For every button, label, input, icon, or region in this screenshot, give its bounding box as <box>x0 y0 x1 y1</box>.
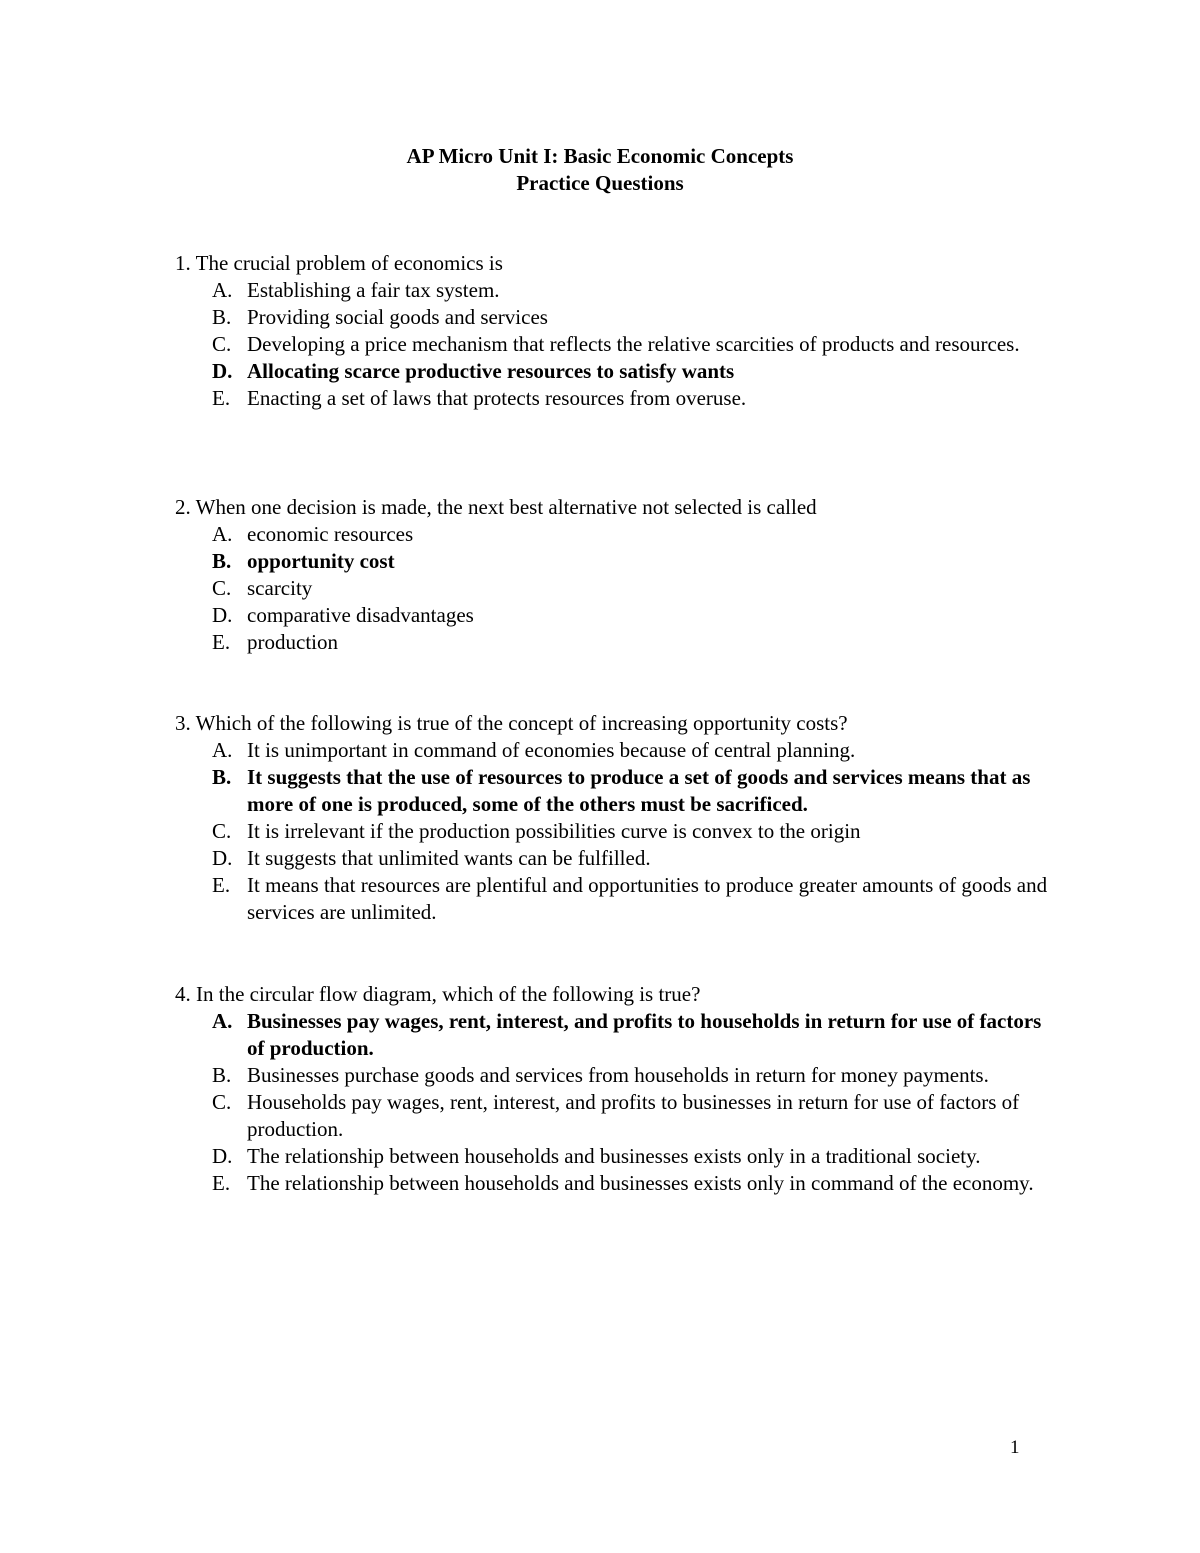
option-text: Allocating scarce productive resources to satisfy wants <box>247 359 735 383</box>
answer-options <box>175 737 1055 926</box>
option-text: The relationship between households and businesses exists only in command of the economy. <box>247 1171 1034 1195</box>
option-letter: A. <box>212 738 233 762</box>
answer-options <box>175 521 1055 656</box>
answer-option-c <box>175 575 1055 602</box>
option-letter: B. <box>212 549 232 573</box>
document-title: AP Micro Unit I: Basic Economic Concepts <box>406 144 794 168</box>
option-letter: E. <box>212 1171 231 1195</box>
option-text: The relationship between households and businesses exists only in a traditional society. <box>247 1144 981 1168</box>
question-stem: 1. The crucial problem of economics is <box>175 251 503 275</box>
option-letter: B. <box>212 1063 232 1087</box>
answer-option-a <box>175 1008 1055 1062</box>
answer-option-d <box>175 845 1055 872</box>
option-text: comparative disadvantages <box>247 603 474 627</box>
question-2 <box>175 494 1055 656</box>
answer-option-a <box>175 737 1055 764</box>
answer-option-e <box>175 1170 1055 1197</box>
option-letter: C. <box>212 1090 232 1114</box>
option-text: Establishing a fair tax system. <box>247 278 500 302</box>
option-letter: A. <box>212 278 233 302</box>
option-letter: D. <box>212 603 233 627</box>
option-letter: A. <box>212 522 233 546</box>
option-text: Households pay wages, rent, interest, and profits to businesses in return for use of factors of production. <box>247 1090 1020 1141</box>
option-text: opportunity cost <box>247 549 395 573</box>
option-letter: B. <box>212 765 232 789</box>
option-letter: E. <box>212 630 231 654</box>
option-letter: C. <box>212 576 232 600</box>
page-number: 1 <box>1010 1437 1020 1458</box>
answer-option-c <box>175 1089 1055 1143</box>
option-letter: E. <box>212 386 231 410</box>
answer-option-d <box>175 358 1055 385</box>
option-text: It is irrelevant if the production possibilities curve is convex to the origin <box>247 819 861 843</box>
question-1 <box>175 250 1055 412</box>
answer-options <box>175 277 1055 412</box>
answer-options <box>175 1008 1055 1197</box>
answer-option-c <box>175 331 1055 358</box>
option-letter: C. <box>212 819 232 843</box>
option-letter: D. <box>212 1144 233 1168</box>
option-letter: E. <box>212 873 231 897</box>
option-letter: B. <box>212 305 232 329</box>
answer-option-e <box>175 385 1055 412</box>
option-text: Developing a price mechanism that reflects the relative scarcities of products and resources. <box>247 332 1020 356</box>
answer-option-b <box>175 304 1055 331</box>
option-letter: A. <box>212 1009 233 1033</box>
option-text: Providing social goods and services <box>247 305 548 329</box>
option-text: scarcity <box>247 576 313 600</box>
option-letter: D. <box>212 846 233 870</box>
option-text: It suggests that unlimited wants can be fulfilled. <box>247 846 651 870</box>
answer-option-a <box>175 277 1055 304</box>
document-subtitle: Practice Questions <box>516 171 684 195</box>
answer-option-c <box>175 818 1055 845</box>
option-text: It suggests that the use of resources to produce a set of goods and services means that as more of one is produced, some of the others must be sacrificed. <box>247 765 1031 816</box>
answer-option-a <box>175 521 1055 548</box>
question-stem: 3. Which of the following is true of the concept of increasing opportunity costs? <box>175 711 848 735</box>
option-text: production <box>247 630 338 654</box>
question-stem: 4. In the circular flow diagram, which of the following is true? <box>175 982 701 1006</box>
option-letter: D. <box>212 359 233 383</box>
answer-option-b <box>175 548 1055 575</box>
answer-option-e <box>175 629 1055 656</box>
option-letter: C. <box>212 332 232 356</box>
answer-option-e <box>175 872 1055 926</box>
option-text: Enacting a set of laws that protects resources from overuse. <box>247 386 747 410</box>
option-text: It means that resources are plentiful and opportunities to produce greater amounts of goods and services are unlimited. <box>247 873 1048 924</box>
question-3 <box>175 710 1055 926</box>
answer-option-d <box>175 1143 1055 1170</box>
option-text: Businesses purchase goods and services from households in return for money payments. <box>247 1063 989 1087</box>
question-4 <box>175 981 1055 1197</box>
option-text: Businesses pay wages, rent, interest, and profits to households in return for use of factors of production. <box>247 1009 1042 1060</box>
answer-option-b <box>175 764 1055 818</box>
question-stem: 2. When one decision is made, the next best alternative not selected is called <box>175 495 817 519</box>
option-text: It is unimportant in command of economies because of central planning. <box>247 738 856 762</box>
option-text: economic resources <box>247 522 414 546</box>
answer-option-b <box>175 1062 1055 1089</box>
answer-option-d <box>175 602 1055 629</box>
